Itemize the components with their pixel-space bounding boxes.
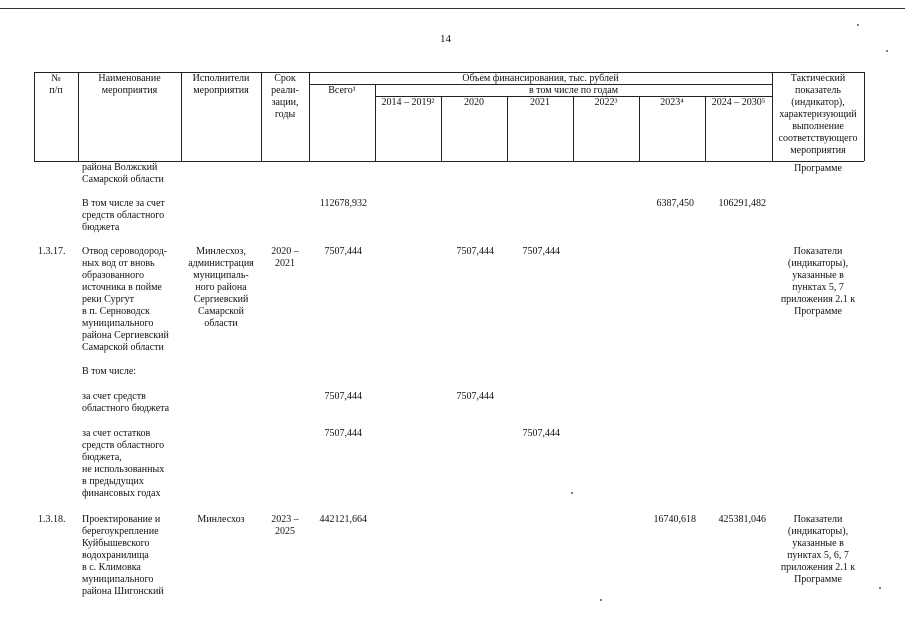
- page-number: 14: [440, 33, 451, 45]
- header-year-col: 2023⁴: [660, 97, 684, 108]
- header-year-col: 2021: [530, 97, 550, 108]
- row-2023: 6387,450: [656, 198, 694, 209]
- row-name: за счет остатков средств областного бюджета, не использованных в предыдущих финансовых годах: [82, 428, 165, 499]
- row-indicator: Программе: [794, 163, 842, 174]
- row-2020: 7507,444: [456, 391, 494, 402]
- header-total: Всего¹: [328, 85, 356, 96]
- row-2020: 7507,444: [456, 246, 494, 257]
- header-name: Наименование мероприятия: [98, 73, 161, 96]
- row-name: В том числе за счет средств областного бюджета: [82, 198, 165, 233]
- header-year-col: 2020: [464, 97, 484, 108]
- header-term: Срок реали- зации, годы: [271, 73, 299, 120]
- header-funding: Объем финансирования, тыс. рублей: [462, 73, 619, 84]
- row-total: 7507,444: [324, 246, 362, 257]
- row-total: 7507,444: [324, 428, 362, 439]
- scan-speck: [886, 50, 888, 52]
- row-number: 1.3.17.: [38, 246, 66, 257]
- col-border: [864, 72, 865, 161]
- row-name: Отвод сероводород- ных вод от вновь образованного источника в пойме реки Сургут в п. Серноводск муниципального района Сергиевский Самарской области: [82, 246, 169, 353]
- header-executors: Исполнители мероприятия: [192, 73, 250, 96]
- header-num: № п/п: [49, 73, 63, 96]
- row-term: 2023 – 2025: [271, 514, 299, 537]
- row-name: за счет средств областного бюджета: [82, 391, 170, 414]
- row-term: 2020 – 2021: [271, 246, 299, 269]
- row-2021: 7507,444: [522, 428, 560, 439]
- row-indicator: Показатели (индикаторы), указанные в пунктах 5, 6, 7 приложения 2.1 к Программе: [780, 514, 856, 585]
- row-total: 442121,664: [319, 514, 367, 525]
- header-by-years: в том числе по годам: [528, 85, 619, 96]
- row-name: В том числе:: [82, 366, 137, 377]
- row-name: района Волжский Самарской области: [82, 162, 164, 185]
- row-2023: 16740,618: [653, 514, 696, 525]
- row-number: 1.3.18.: [38, 514, 66, 525]
- row-executors: Минлесхоз: [197, 514, 245, 525]
- header-indicator: Тактический показатель (индикатор), характеризующий выполнение соответствующего мероприятия: [778, 73, 858, 156]
- scan-speck: [600, 599, 602, 601]
- row-2024-2030: 425381,046: [718, 514, 766, 525]
- header-year-col: 2022³: [594, 97, 618, 108]
- row-name: Проектирование и берегоукрепление Куйбышевского водохранилища в с. Климовка муниципального района Шигонский: [82, 514, 164, 597]
- page-top-border: [0, 8, 905, 9]
- header-year-col: 2024 – 2030⁵: [711, 97, 766, 108]
- scan-speck: [879, 587, 881, 589]
- scan-speck: [857, 24, 859, 26]
- row-total: 112678,932: [319, 198, 367, 209]
- row-2021: 7507,444: [522, 246, 560, 257]
- row-total: 7507,444: [324, 391, 362, 402]
- row-2024-2030: 106291,482: [718, 198, 766, 209]
- row-executors: Минлесхоз, администрация муниципаль- ного района Сергиевский Самарской области: [188, 246, 254, 329]
- row-indicator: Показатели (индикаторы), указанные в пунктах 5, 7 приложения 2.1 к Программе: [780, 246, 856, 317]
- header-year-col: 2014 – 2019²: [381, 97, 435, 108]
- scan-speck: [571, 492, 573, 494]
